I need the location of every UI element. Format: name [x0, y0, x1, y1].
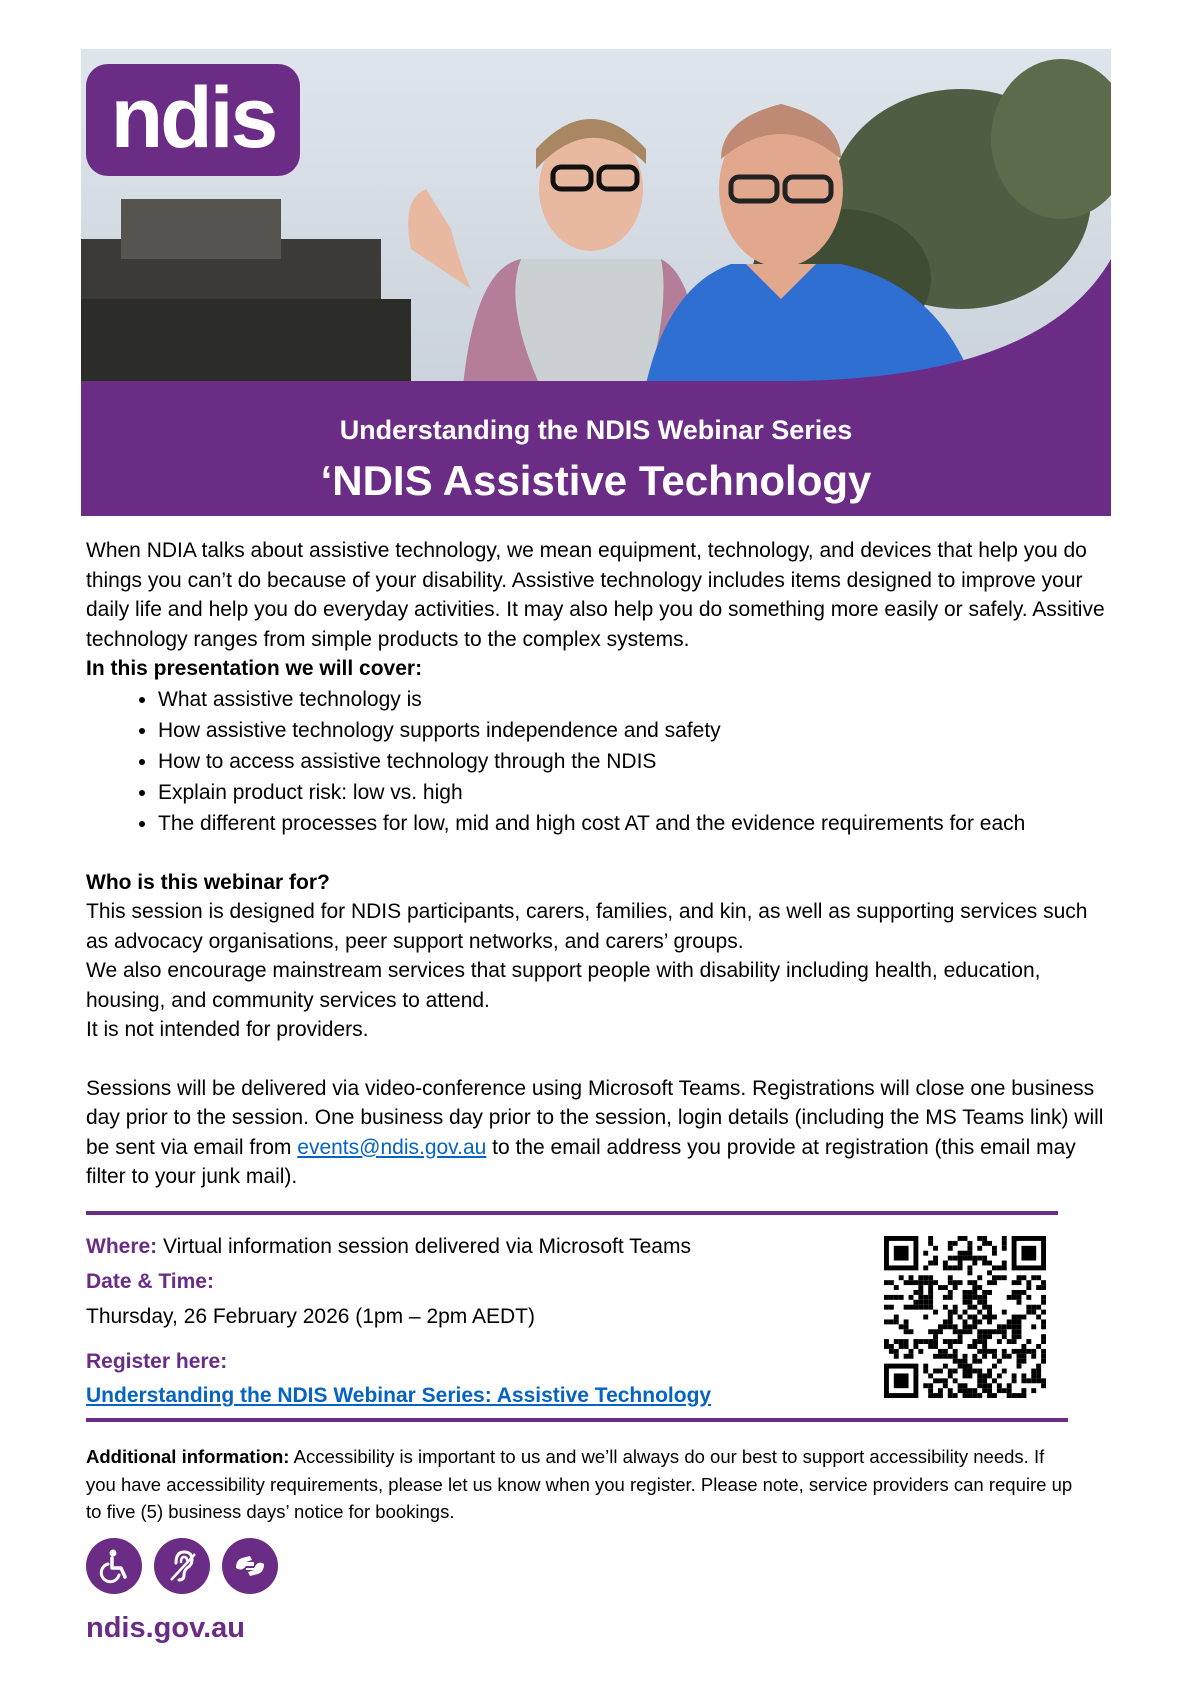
additional-label: Additional information: [86, 1446, 290, 1467]
sign-language-icon [222, 1538, 278, 1594]
where-label: Where: [86, 1235, 158, 1258]
main-content [86, 536, 1106, 1192]
qr-code-icon[interactable] [884, 1236, 1046, 1398]
list-item: • How assistive technology supports independence and safety [158, 715, 1106, 746]
series-subtitle: Understanding the NDIS Webinar Series [339, 415, 853, 445]
ndis-logo [86, 64, 300, 176]
audience-heading: Who is this webinar for? [86, 870, 330, 894]
webinar-title: ‘NDIS Assistive Technology [320, 457, 872, 504]
where-value: Virtual information session delivered via Microsoft Teams [163, 1235, 691, 1258]
register-label: Register here: [86, 1350, 228, 1373]
cover-list [86, 684, 1106, 839]
list-item: • The different processes for low, mid and high cost AT and the evidence requirements for each [158, 808, 1106, 839]
additional-text: Accessibility is important to us and we’ll always do our best to support accessibility needs. If you have accessibility requirements, please let us know when you register. Please note, service providers can require up to five (5) business days’ notice for bookings. [86, 1446, 1073, 1522]
list-item: • What assistive technology is [158, 684, 1106, 715]
audience-line: This session is designed for NDIS participants, carers, families, and kin, as well as supporting services such as advocacy organisations, peer support networks, and carers’ groups. [86, 900, 1088, 953]
datetime-label: Date & Time: [86, 1270, 214, 1293]
sessions-paragraph [86, 1074, 1106, 1192]
datetime-value: Thursday, 26 February 2026 (1pm – 2pm AEDT) [86, 1305, 535, 1328]
cover-heading: In this presentation we will cover: [86, 657, 423, 680]
list-item: • Explain product risk: low vs. high [158, 777, 1106, 808]
additional-info [86, 1443, 1076, 1526]
ndis-logo-text: ndis [110, 70, 276, 166]
audience-line: It is not intended for providers. [86, 1018, 369, 1041]
sessions-text-after: to the email address you provide at registration (this email may filter to your junk mail). [86, 1135, 1076, 1188]
wheelchair-icon [86, 1538, 142, 1594]
sessions-text: Sessions will be delivered via video-conference using Microsoft Teams. Registrations will close one business day prior to the session. One business day prior to the session, login details (including the MS Teams link) will be sent via email from [86, 1076, 1104, 1159]
events-email-link[interactable]: events@ndis.gov.au [297, 1135, 487, 1159]
audience-line: We also encourage mainstream services that support people with disability including health, education, housing, and community services to attend. [86, 959, 1041, 1012]
list-item: • How to access assistive technology through the NDIS [158, 746, 1106, 777]
divider-top [86, 1211, 1058, 1215]
hearing-loop-icon [154, 1538, 210, 1594]
footer-url[interactable]: ndis.gov.au [86, 1612, 245, 1644]
intro-paragraph: When NDIA talks about assistive technology, we mean equipment, technology, and devices that help you do things you can’t do because of your disability. Assistive technology includes items designed to improve your daily life and help you do everyday activities. It may also help you do something more easily or safely. Assitive technology ranges from simple products to the complex systems. [86, 539, 1105, 651]
divider-bottom [86, 1418, 1068, 1422]
hero-banner [81, 49, 1111, 516]
register-link[interactable]: Understanding the NDIS Webinar Series: Assistive Technology [86, 1384, 712, 1407]
